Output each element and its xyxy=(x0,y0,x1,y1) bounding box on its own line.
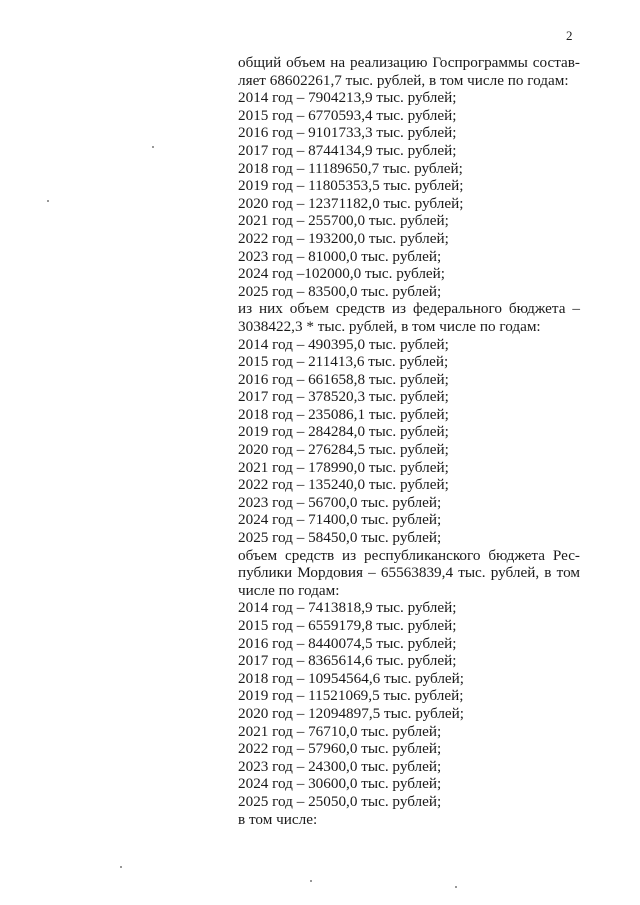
text-line: 2024 год –102000,0 тыс. рублей; xyxy=(238,265,446,283)
text-line: 3038422,3 * тыс. рублей, в том числе по годам: xyxy=(238,317,541,335)
text-line: 2021 год – 255700,0 тыс. рублей; xyxy=(238,212,449,230)
text-line: в том числе: xyxy=(238,810,318,828)
text-line: 2020 год – 12094897,5 тыс. рублей; xyxy=(238,704,465,722)
text-line: 2021 год – 178990,0 тыс. рублей; xyxy=(238,458,449,476)
text-line: 2023 год – 24300,0 тыс. рублей; xyxy=(238,757,442,775)
text-line: 2017 год – 8744134,9 тыс. рублей; xyxy=(238,141,457,159)
text-line: из них объем средств из федерального бюджета – xyxy=(238,300,580,318)
text-line: 2023 год – 56700,0 тыс. рублей; xyxy=(238,493,442,511)
funding-text-block xyxy=(238,54,580,828)
text-line: 2020 год – 276284,5 тыс. рублей; xyxy=(238,441,449,459)
text-line: 2022 год – 57960,0 тыс. рублей; xyxy=(238,740,442,758)
text-line: 2019 год – 11805353,5 тыс. рублей; xyxy=(238,177,464,195)
text-line: 2024 год – 71400,0 тыс. рублей; xyxy=(238,511,442,529)
text-line: 2015 год – 6559179,8 тыс. рублей; xyxy=(238,617,457,634)
text-line: числе по годам: xyxy=(238,581,340,599)
text-line: 2014 год – 7904213,9 тыс. рублей; xyxy=(238,89,457,107)
text-line: 2015 год – 6770593,4 тыс. рублей; xyxy=(238,106,457,124)
text-line: 2016 год – 8440074,5 тыс. рублей; xyxy=(238,634,457,652)
text-line: ляет 68602261,7 тыс. рублей, в том числе по годам: xyxy=(238,71,569,89)
text-line: 2018 год – 10954564,6 тыс. рублей; xyxy=(238,669,465,687)
text-line: 2017 год – 8365614,6 тыс. рублей; xyxy=(238,652,457,670)
text-line: 2017 год – 378520,3 тыс. рублей; xyxy=(238,388,449,406)
scan-speck xyxy=(120,866,122,868)
text-line: 2016 год – 9101733,3 тыс. рублей; xyxy=(238,124,457,142)
text-line: 2015 год – 211413,6 тыс. рублей; xyxy=(238,353,449,371)
text-line: 2025 год – 25050,0 тыс. рублей; xyxy=(238,792,442,810)
scan-speck xyxy=(152,146,154,148)
text-line: 2022 год – 193200,0 тыс. рублей; xyxy=(238,229,449,247)
text-line: 2022 год – 135240,0 тыс. рублей; xyxy=(238,476,449,494)
page-number: 2 xyxy=(566,28,573,43)
text-line: 2019 год – 284284,0 тыс. рублей; xyxy=(238,423,449,441)
scan-speck xyxy=(47,200,49,202)
scan-speck xyxy=(455,886,457,888)
text-line: 2024 год – 30600,0 тыс. рублей; xyxy=(238,775,442,793)
text-line: 2023 год – 81000,0 тыс. рублей; xyxy=(238,247,442,265)
text-line: 2025 год – 58450,0 тыс. рублей; xyxy=(238,529,442,547)
text-line: 2016 год – 661658,8 тыс. рублей; xyxy=(238,370,449,388)
text-line: 2014 год – 490395,0 тыс. рублей; xyxy=(238,335,449,353)
text-line: публики Мордовия – 65563839,4 тыс. рублей, в том xyxy=(238,564,580,582)
text-line: 2020 год – 12371182,0 тыс. рублей; xyxy=(238,194,464,212)
scan-speck xyxy=(310,880,312,882)
text-line: 2019 год – 11521069,5 тыс. рублей; xyxy=(238,687,464,705)
text-line: 2018 год – 235086,1 тыс. рублей; xyxy=(238,405,449,423)
text-line: 2021 год – 76710,0 тыс. рублей; xyxy=(238,722,442,740)
text-line: объем средств из республиканского бюджета Рес- xyxy=(238,546,580,564)
text-line: 2025 год – 83500,0 тыс. рублей; xyxy=(238,282,442,300)
text-line: 2014 год – 7413818,9 тыс. рублей; xyxy=(238,599,457,617)
text-line: общий объем на реализацию Госпрограммы состав- xyxy=(238,54,580,71)
text-line: 2018 год – 11189650,7 тыс. рублей; xyxy=(238,159,463,177)
